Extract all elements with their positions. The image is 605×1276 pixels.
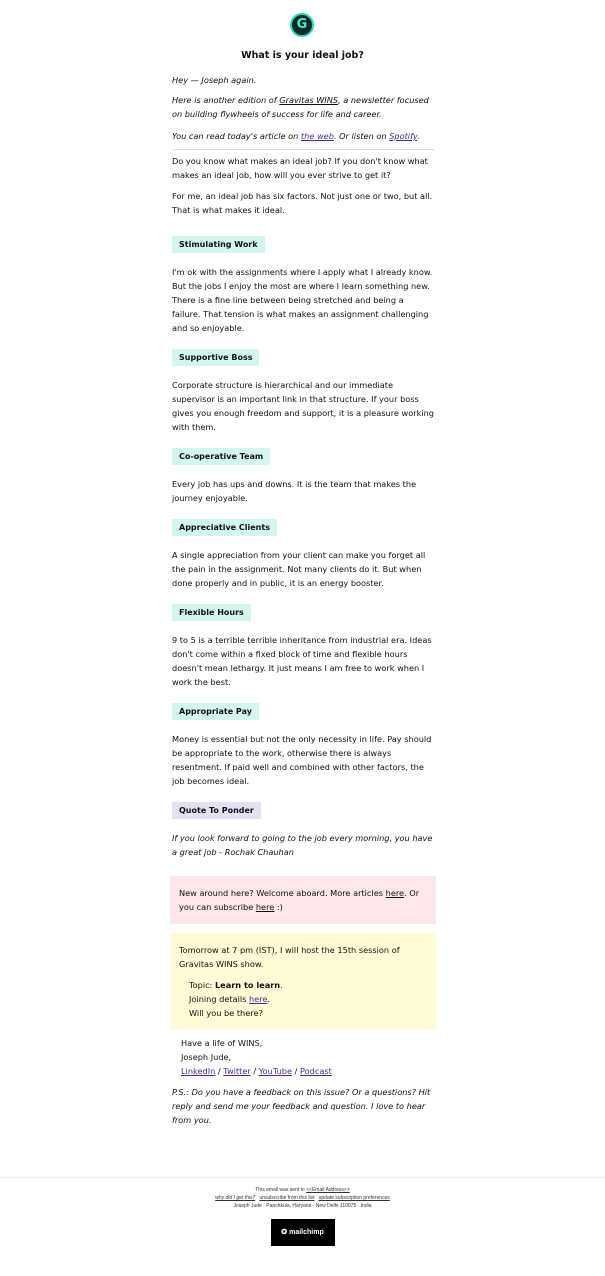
- section-heading: Supportive Boss: [172, 349, 259, 366]
- web-link[interactable]: the web: [300, 131, 334, 141]
- twitter-link[interactable]: Twitter: [223, 1066, 251, 1076]
- paragraph: For me, an ideal job has six factors. Not just one or two, but all. That is what makes it ideal.: [172, 191, 433, 215]
- page-title: What is your ideal job?: [241, 50, 364, 61]
- section-text: I'm ok with the assignments where I apply what I already know. But the jobs I enjoy the most are where I learn something new. There is a fine line between being stretched and being a failure. That tension is what makes an assignment challenging and so enjoyable.: [172, 267, 433, 333]
- update-preferences-link[interactable]: update subscription preferences: [318, 1195, 390, 1201]
- subscribe-link[interactable]: here: [255, 902, 275, 912]
- intro: Here is another edition of Gravitas WINS, a newsletter focused on building flywheels of success for life and career.: [172, 95, 429, 119]
- email-address-link[interactable]: <<Email Address>>: [306, 1187, 350, 1193]
- greeting: Hey — Joseph again.: [172, 75, 257, 85]
- podcast-link[interactable]: Podcast: [299, 1066, 332, 1076]
- divider: [172, 149, 434, 150]
- section-heading: Flexible Hours: [172, 604, 251, 621]
- signature: Have a life of WINS, Joseph Jude, LinkedIn / Twitter / YouTube / Podcast: [181, 1038, 332, 1076]
- section-heading: Quote To Ponder: [172, 802, 261, 819]
- linkedin-link[interactable]: LinkedIn: [181, 1066, 216, 1076]
- section-text: Corporate structure is hierarchical and our immediate supervisor is an important link in that structure. If your boss gives you enough freedom and support, it is a pleasure working with them.: [172, 380, 434, 432]
- section-heading: Stimulating Work: [172, 236, 265, 253]
- joining-details-link[interactable]: here: [249, 994, 268, 1004]
- read-online: You can read today's article on the web. Or listen on Spotify.: [172, 131, 420, 141]
- paragraph: Do you know what makes an ideal job? If you don't know what makes an ideal job, how will you ever strive to get it?: [172, 156, 428, 180]
- section-text: Money is essential but not the only necessity in life. Pay should be appropriate to the work, otherwise there is always resentment. If paid well and combined with other factors, the job becomes ideal.: [172, 734, 432, 786]
- mailchimp-icon: ✪: [281, 1229, 290, 1236]
- mailchimp-badge[interactable]: ✪ mailchimp: [271, 1219, 335, 1246]
- section-text: 9 to 5 is a terrible terrible inheritance from industrial era. Ideas don't come within a fixed block of time and flexible hours doesn't mean lethargy. It just means I am free to work when I work the best.: [172, 635, 432, 687]
- youtube-link[interactable]: YouTube: [258, 1066, 293, 1076]
- footer: This email was sent to <<Email Address>> why did I get this? unsubscribe from this list update subscription preferences Joseph Jude · Panchkula, Haryana · New Delhi 110075 · India ✪ mailchimp: [0, 1177, 605, 1276]
- logo: G: [290, 13, 314, 37]
- section-heading: Appropriate Pay: [172, 703, 259, 720]
- section-text: Every job has ups and downs. It is the team that makes the journey enjoyable.: [172, 479, 417, 503]
- show-box: Tomorrow at 7 pm (IST), I will host the 15th session of Gravitas WINS show. Topic: Learn to learn. Joining details here. Will you be there?: [170, 933, 436, 1030]
- section-heading: Co-operative Team: [172, 448, 270, 465]
- unsubscribe-link[interactable]: unsubscribe from this list: [259, 1195, 315, 1201]
- topic: Learn to learn: [214, 980, 281, 990]
- welcome-box: New around here? Welcome aboard. More articles here. Or you can subscribe here :): [170, 876, 436, 924]
- postscript: P.S.: Do you have a feedback on this issue? Or a questions? Hit reply and send me your feedback and question. I love to hear from you.: [172, 1087, 431, 1125]
- newsletter-body: [172, 73, 434, 1127]
- spotify-link[interactable]: Spotify: [389, 131, 418, 141]
- why-link[interactable]: why did I get this?: [215, 1195, 256, 1201]
- section-heading: Appreciative Clients: [172, 519, 277, 536]
- quote-text: If you look forward to going to the job every morning, you have a great job - Rochak Chauhan: [172, 833, 433, 857]
- gravitas-wins-link[interactable]: Gravitas WINS: [279, 95, 339, 105]
- section-text: A single appreciation from your client can make you forget all the pain in the assignment. Not many clients do it. But when done properly and in public, it is an energy booster.: [172, 550, 426, 588]
- articles-link[interactable]: here: [385, 888, 405, 898]
